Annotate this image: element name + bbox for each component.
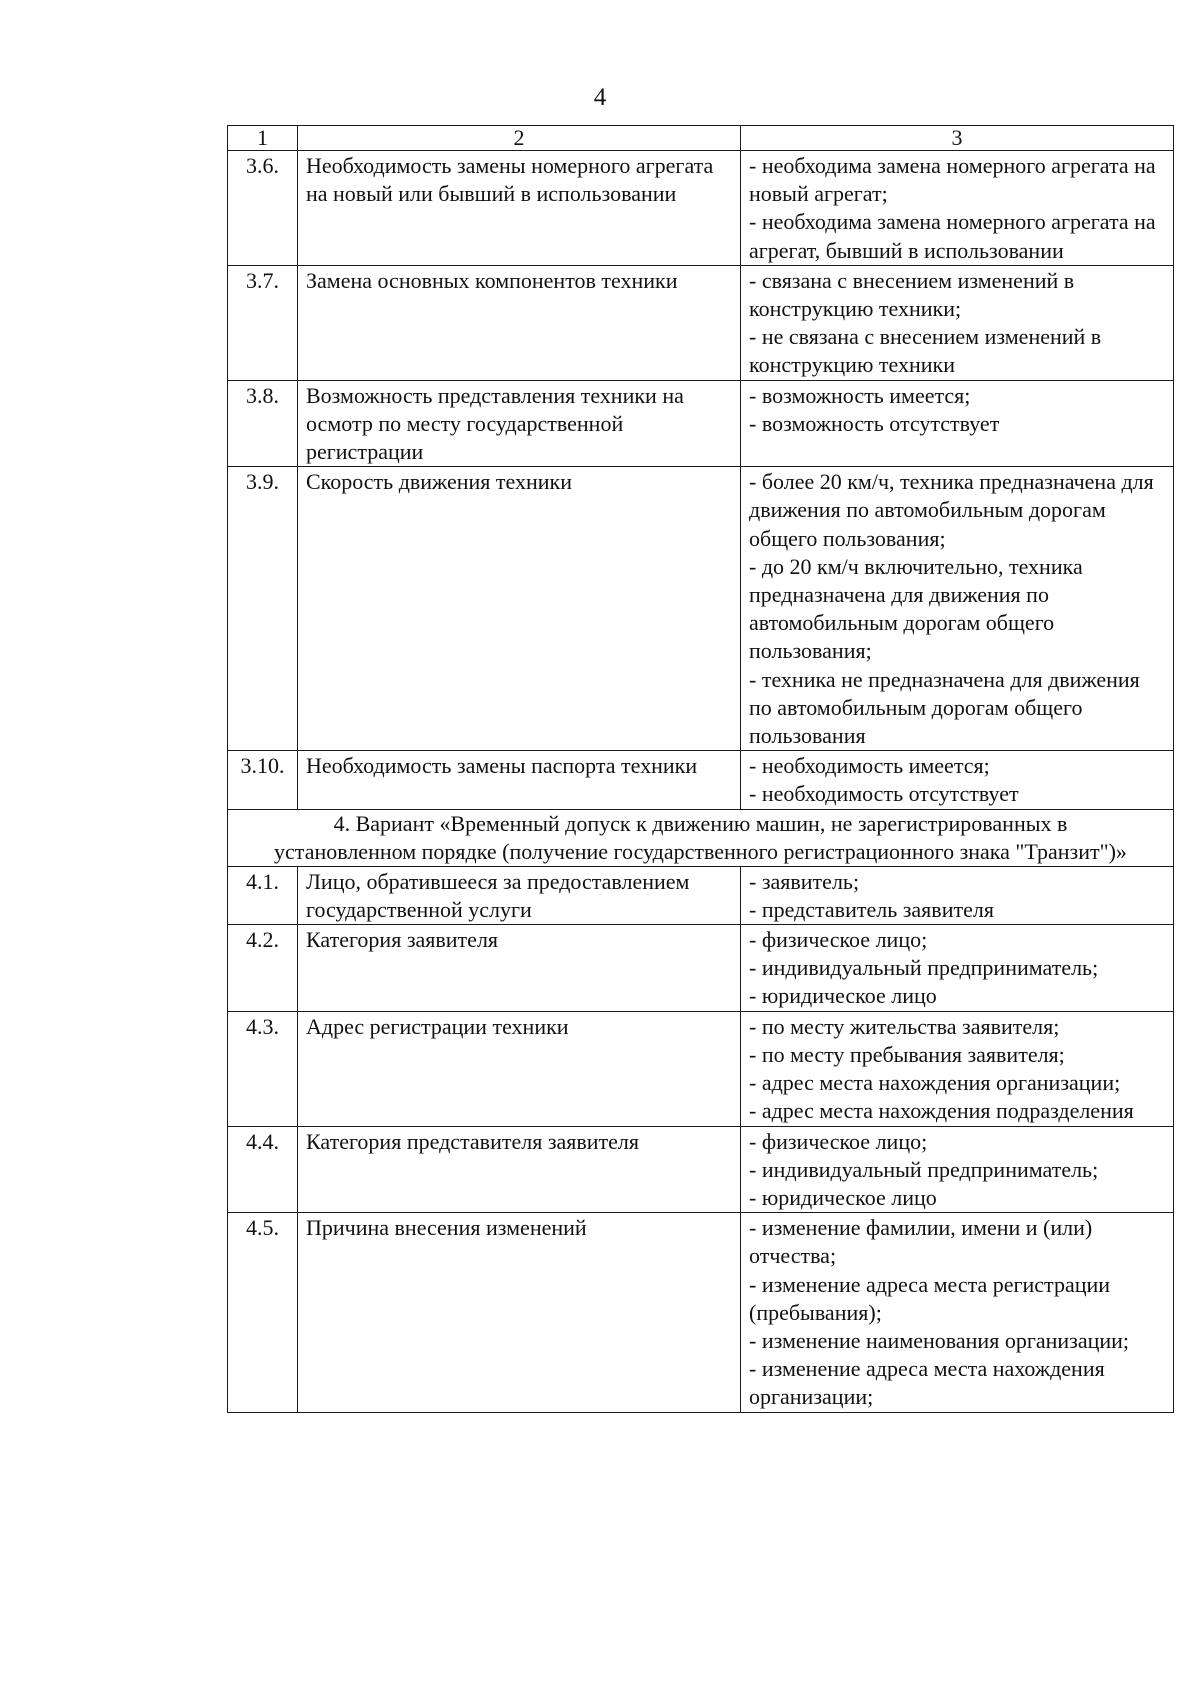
row-criterion: Категория заявителя <box>298 925 741 1012</box>
row-number: 3.10. <box>228 751 298 809</box>
value-item: - более 20 км/ч, техника предназначена для движения по автомобильным дорогам общего пользования; <box>749 469 1154 551</box>
row-number: 4.2. <box>228 925 298 1012</box>
value-item: - физическое лицо; <box>749 1128 928 1154</box>
row-number: 4.4. <box>228 1126 298 1213</box>
value-item: - по месту жительства заявителя; <box>749 1013 1060 1039</box>
row-criterion: Необходимость замены паспорта техники <box>298 751 741 809</box>
value-item: - индивидуальный предприниматель; <box>749 1156 1099 1182</box>
value-item: - физическое лицо; <box>749 927 928 953</box>
value-item: - по месту пребывания заявителя; <box>749 1041 1065 1067</box>
row-values <box>741 925 1174 1012</box>
row-number: 4.3. <box>228 1011 298 1126</box>
table-row <box>228 467 1174 751</box>
value-item: - техника не предназначена для движения по автомобильным дорогам общего пользования <box>749 666 1140 749</box>
row-criterion: Причина внесения изменений <box>298 1213 741 1412</box>
value-item: - связана с внесением изменений в конструкцию техники; <box>749 267 1075 322</box>
header-col-2: 2 <box>298 126 741 151</box>
table-row <box>228 380 1174 467</box>
value-item: - не связана с внесением изменений в конструкцию техники <box>749 324 1102 378</box>
row-values <box>741 1126 1174 1213</box>
row-criterion: Скорость движения техники <box>298 467 741 751</box>
table-row <box>228 265 1174 380</box>
row-criterion: Возможность представления техники на осмотр по месту государственной регистрации <box>298 380 741 467</box>
value-item: - юридическое лицо <box>749 983 937 1009</box>
value-item: - до 20 км/ч включительно, техника предназначена для движения по автомобильным дорогам общего пользования; <box>749 553 1083 664</box>
row-number: 4.5. <box>228 1213 298 1412</box>
value-item: - изменение фамилии, имени и (или) отчества; <box>749 1215 1093 1269</box>
header-col-3: 3 <box>741 126 1174 151</box>
value-item: - представитель заявителя <box>749 896 994 922</box>
row-values <box>741 265 1174 380</box>
row-values <box>741 380 1174 467</box>
row-criterion: Лицо, обратившееся за предоставлением государственной услуги <box>298 866 741 924</box>
criteria-table <box>227 125 1174 1413</box>
row-criterion: Необходимость замены номерного агрегата на новый или бывший в использовании <box>298 151 741 266</box>
value-item: - изменение адреса места нахождения организации; <box>749 1356 1105 1410</box>
value-item: - необходима замена номерного агрегата на новый агрегат; <box>749 153 1156 207</box>
row-number: 3.9. <box>228 467 298 751</box>
value-item: - необходимость имеется; <box>749 753 990 779</box>
row-criterion: Адрес регистрации техники <box>298 1011 741 1126</box>
row-values <box>741 866 1174 924</box>
value-item: - необходимость отсутствует <box>749 781 1019 807</box>
row-number: 4.1. <box>228 866 298 924</box>
table-row <box>228 925 1174 1012</box>
table-row <box>228 1126 1174 1213</box>
row-number: 3.6. <box>228 151 298 266</box>
value-item: - индивидуальный предприниматель; <box>749 955 1099 981</box>
value-item: - юридическое лицо <box>749 1184 937 1210</box>
row-values <box>741 151 1174 266</box>
value-item: - возможность отсутствует <box>749 410 1000 436</box>
row-number: 3.8. <box>228 380 298 467</box>
row-values <box>741 1011 1174 1126</box>
page-number: 4 <box>593 84 607 111</box>
row-criterion: Категория представителя заявителя <box>298 1126 741 1213</box>
value-item: - изменение адреса места регистрации (пребывания); <box>749 1271 1111 1325</box>
value-item: - необходима замена номерного агрегата на агрегат, бывший в использовании <box>749 209 1156 263</box>
value-item: - адрес места нахождения организации; <box>749 1070 1121 1096</box>
row-values <box>741 751 1174 809</box>
table-row <box>228 1011 1174 1126</box>
section-4-title: 4. Вариант «Временный допуск к движению машин, не зарегистрированных в установленном порядке (получение государственного регистрационного знака "Транзит")» <box>228 809 1174 866</box>
table-row <box>228 151 1174 266</box>
section-title-row <box>228 809 1174 866</box>
row-values <box>741 1213 1174 1412</box>
row-number: 3.7. <box>228 265 298 380</box>
row-values <box>741 467 1174 751</box>
table-row <box>228 751 1174 809</box>
value-item: - изменение наименования организации; <box>749 1327 1130 1353</box>
header-col-1: 1 <box>228 126 298 151</box>
table-row <box>228 866 1174 924</box>
value-item: - адрес места нахождения подразделения <box>749 1098 1134 1124</box>
table-header-row <box>228 126 1174 151</box>
value-item: - возможность имеется; <box>749 382 971 408</box>
table-row <box>228 1213 1174 1412</box>
row-criterion: Замена основных компонентов техники <box>298 265 741 380</box>
value-item: - заявитель; <box>749 868 860 894</box>
